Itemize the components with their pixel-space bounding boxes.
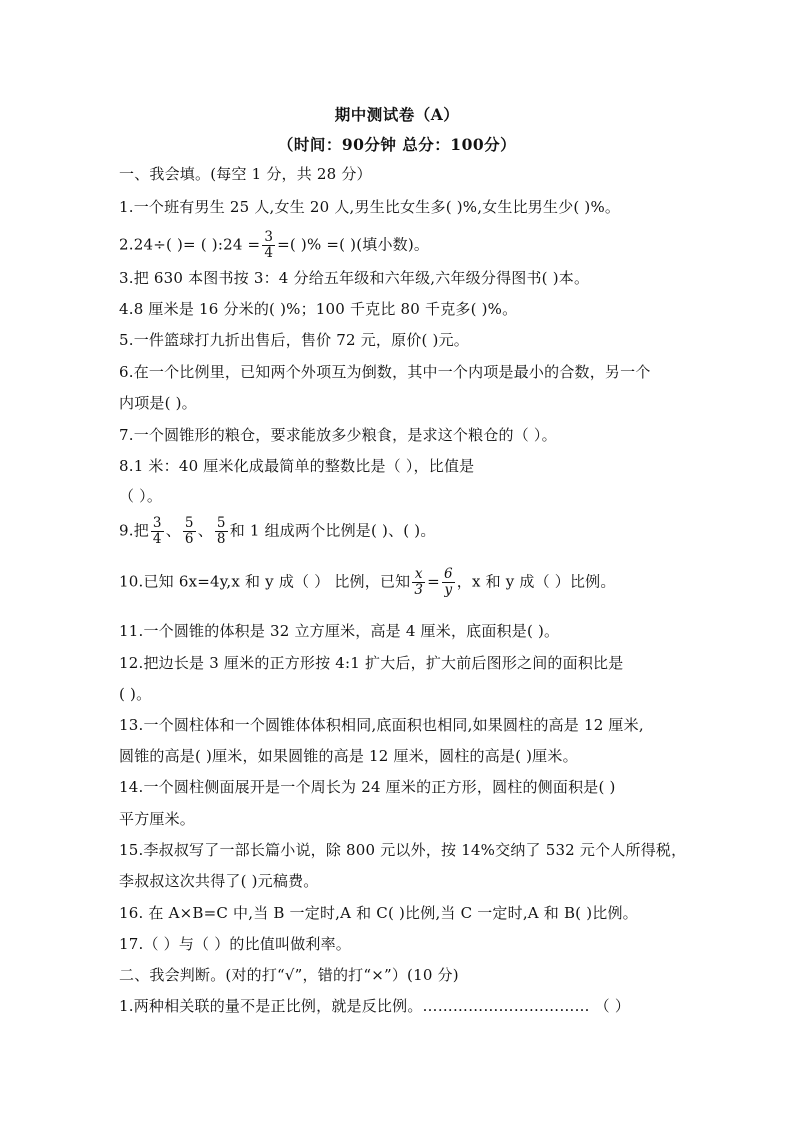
question-1-1: 1.一个班有男生 25 人,女生 20 人,男生比女生多( )%,女生比男生少( )%。 [119, 198, 621, 216]
q9-fraction-2 [183, 516, 196, 547]
q10-f2-den: y [444, 582, 453, 598]
q2-frac-den: 4 [264, 245, 274, 261]
q9-prefix: 9.把 [119, 521, 149, 540]
question-1-17: 17.（ ）与（ ）的比值叫做利率。 [119, 935, 351, 953]
q10-f1-num: x [412, 567, 425, 583]
q2-before: 2.24÷( )= ( ):24 = [119, 235, 261, 254]
q9-f3-den: 8 [216, 531, 226, 547]
question-1-10 [119, 567, 616, 598]
question-1-12b: ( )。 [119, 685, 152, 703]
question-1-6b: 内项是( )。 [119, 394, 197, 412]
question-1-5: 5.一件篮球打九折出售后，售价 72 元，原价( )元。 [119, 331, 470, 349]
question-1-9 [119, 516, 436, 547]
question-1-15b: 李叔叔这次共得了( )元稿费。 [119, 872, 319, 890]
question-1-13b: 圆锥的高是( )厘米，如果圆锥的高是 12 厘米，圆柱的高是( )厘米。 [119, 747, 578, 765]
question-1-14b: 平方厘米。 [119, 810, 196, 828]
q9-f3-num: 5 [216, 515, 226, 531]
question-1-16: 16. 在 A×B=C 中,当 B 一定时,A 和 C( )比例,当 C 一定时,A 和 B( )比例。 [119, 904, 638, 922]
question-1-13a: 13.一个圆柱体和一个圆锥体体积相同,底面积也相同,如果圆柱的高是 12 厘米, [119, 716, 644, 734]
q10-after: ，x 和 y 成（ ）比例。 [456, 572, 616, 591]
question-1-4: 4.8 厘米是 16 分米的( )%；100 千克比 80 千克多( )%。 [119, 300, 518, 318]
q9-f1-den: 4 [152, 531, 162, 547]
exam-subtitle: （时间：90分钟 总分：100分） [277, 135, 517, 154]
q10-f2-num: 6 [443, 566, 453, 582]
question-1-14a: 14.一个圆柱侧面展开是一个周长为 24 厘米的正方形，圆柱的侧面积是( ) [119, 778, 616, 796]
q10-eq: = [427, 572, 440, 591]
question-1-15a: 15.李叔叔写了一部长篇小说，除 800 元以外，按 14%交纳了 532 元个人所得税， [119, 841, 687, 859]
question-1-8b: （ ）。 [119, 487, 163, 505]
question-1-12a: 12.把边长是 3 厘米的正方形按 4:1 扩大后，扩大前后图形之间的面积比是 [119, 654, 624, 672]
exam-title: 期中测试卷（A） [334, 105, 460, 124]
q10-fraction-1 [412, 567, 425, 598]
section-1-heading: 一、我会填。(每空 1 分，共 28 分） [119, 165, 372, 183]
q10-f1-den: 3 [414, 582, 424, 598]
q9-suffix: 和 1 组成两个比例是( )、( )。 [229, 521, 436, 540]
q9-f2-den: 6 [184, 531, 194, 547]
q10-fraction-2 [442, 567, 455, 598]
question-1-11: 11.一个圆锥的体积是 32 立方厘米，高是 4 厘米，底面积是( )。 [119, 622, 560, 640]
question-2-1: 1.两种相关联的量不是正比例，就是反比例。…………………………… （ ） [119, 997, 631, 1015]
question-1-3: 3.把 630 本图书按 3：4 分给五年级和六年级,六年级分得图书( )本。 [119, 269, 590, 287]
q9-sep-2: 、 [197, 521, 213, 540]
q2-fraction [262, 230, 275, 261]
q9-sep-1: 、 [165, 521, 181, 540]
section-2-heading: 二、我会判断。(对的打“√”，错的打“×”）(10 分) [119, 966, 459, 984]
question-1-8a: 8.1 米：40 厘米化成最简单的整数比是（ ），比值是 [119, 457, 475, 475]
q10-before: 10.已知 6x=4y,x 和 y 成（ ） 比例，已知 [119, 572, 411, 591]
q2-after: =( )% =( )(填小数)。 [277, 235, 430, 254]
q9-f2-num: 5 [184, 515, 194, 531]
q2-frac-num: 3 [264, 229, 274, 245]
question-1-2 [119, 230, 429, 261]
q9-f1-num: 3 [152, 515, 162, 531]
q9-fraction-3 [215, 516, 228, 547]
q9-fraction-1 [151, 516, 164, 547]
question-1-7: 7.一个圆锥形的粮仓，要求能放多少粮食，是求这个粮仓的（ ）。 [119, 426, 557, 444]
question-1-6a: 6.在一个比例里，已知两个外项互为倒数，其中一个内项是最小的合数，另一个 [119, 363, 651, 381]
